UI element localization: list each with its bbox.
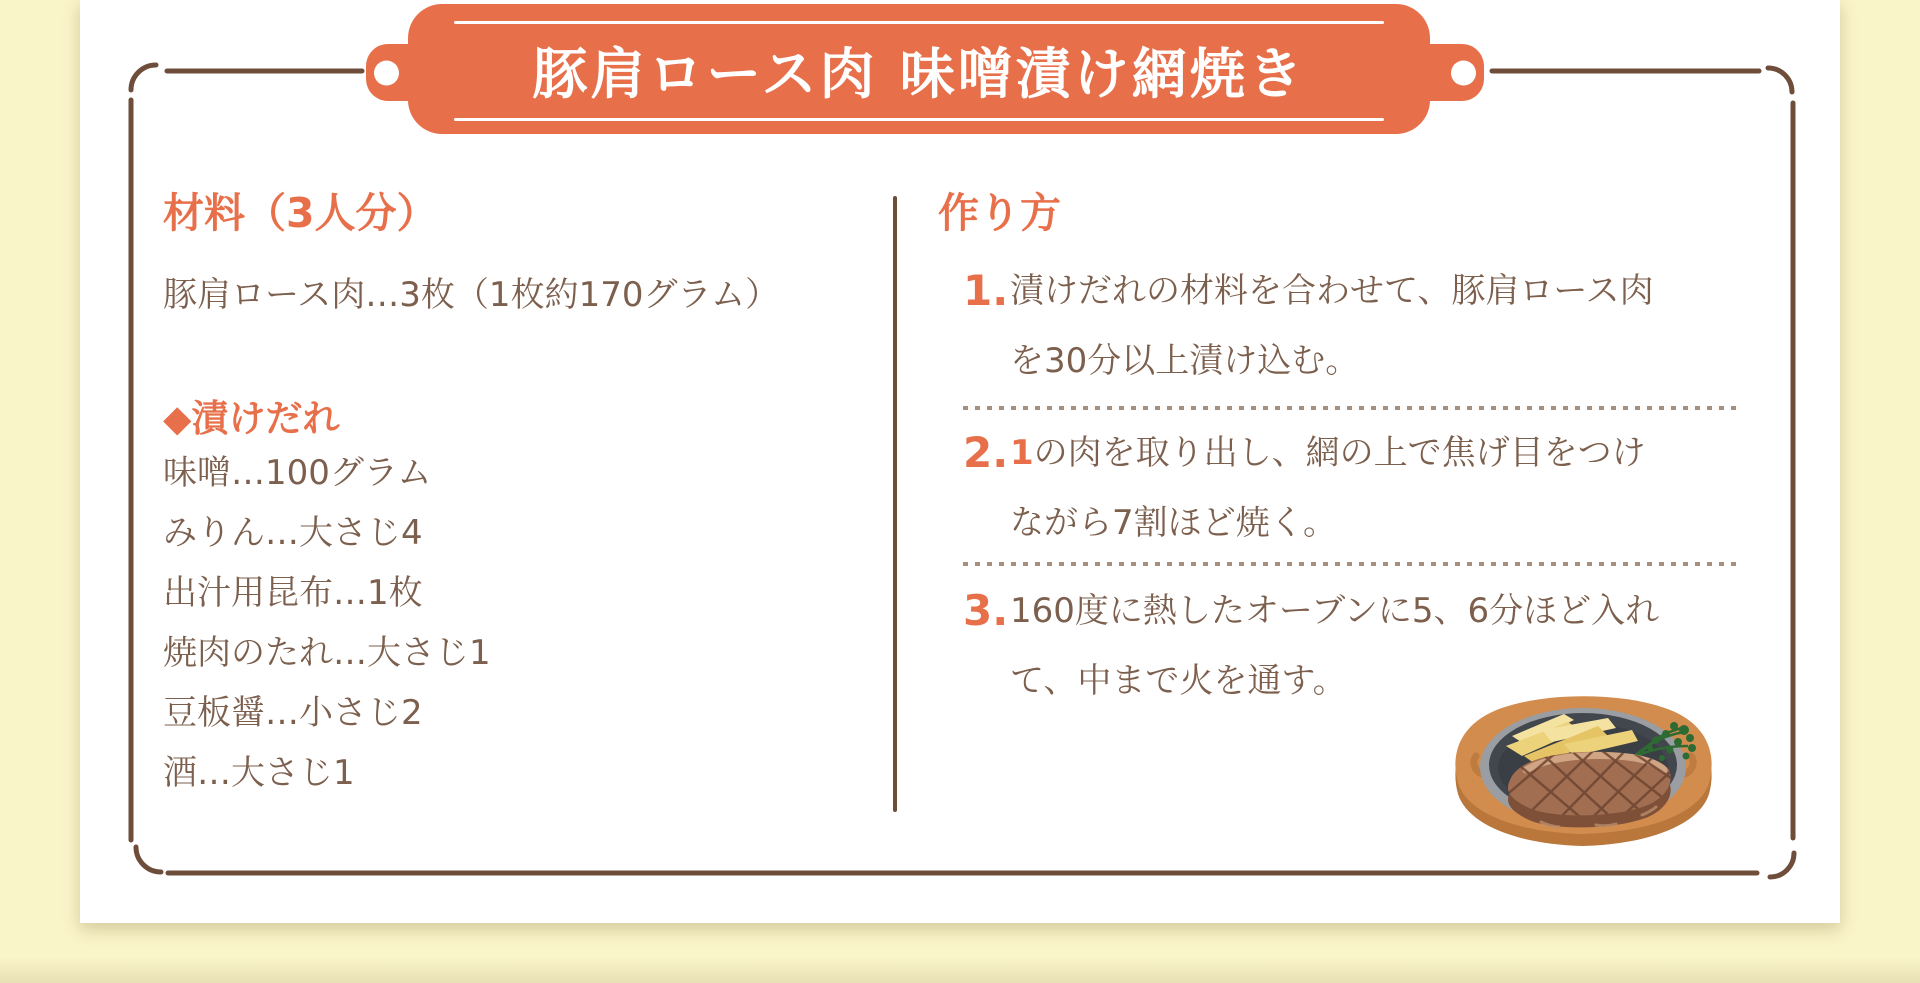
step-1-number: 1.	[963, 266, 1009, 315]
frame-corner-bottom-right	[1770, 853, 1794, 877]
step-1-text: 漬けだれの材料を合わせて、豚肩ロース肉 を30分以上漬け込む。	[1010, 271, 1654, 381]
step-3-text: 160度に熱したオーブンに5、6分ほど入れ て、中まで火を通す。	[1010, 591, 1660, 701]
marinade-heading: ◆漬けだれ	[163, 397, 340, 440]
step-2-number: 2.	[963, 428, 1009, 477]
step-ref-highlight: 1	[1010, 433, 1034, 473]
marinade-item: 酒…大さじ1	[163, 753, 355, 793]
marinade-item: 焼肉のたれ…大さじ1	[163, 633, 491, 673]
marinade-item: みりん…大さじ4	[163, 513, 423, 553]
marinade-item: 豆板醤…小さじ2	[163, 693, 423, 733]
ingredients-heading: 材料（3人分）	[163, 189, 438, 237]
frame-corner-top-left	[131, 65, 156, 90]
step-3-number: 3.	[963, 586, 1009, 635]
step-2-text: 1の肉を取り出し、網の上で焦げ目をつけ ながら7割ほど焼く。	[1010, 433, 1646, 543]
frame-corner-top-right	[1768, 68, 1792, 92]
marinade-item: 味噌…100グラム	[163, 453, 432, 493]
ingredient-main-item: 豚肩ロース肉…3枚（1枚約170グラム）	[163, 275, 780, 315]
instructions-heading: 作り方	[938, 189, 1061, 237]
recipe-title: 豚肩ロース肉 味噌漬け網焼き	[532, 41, 1306, 106]
frame-corner-bottom-left	[136, 847, 161, 872]
marinade-item: 出汁用昆布…1枚	[163, 573, 423, 613]
